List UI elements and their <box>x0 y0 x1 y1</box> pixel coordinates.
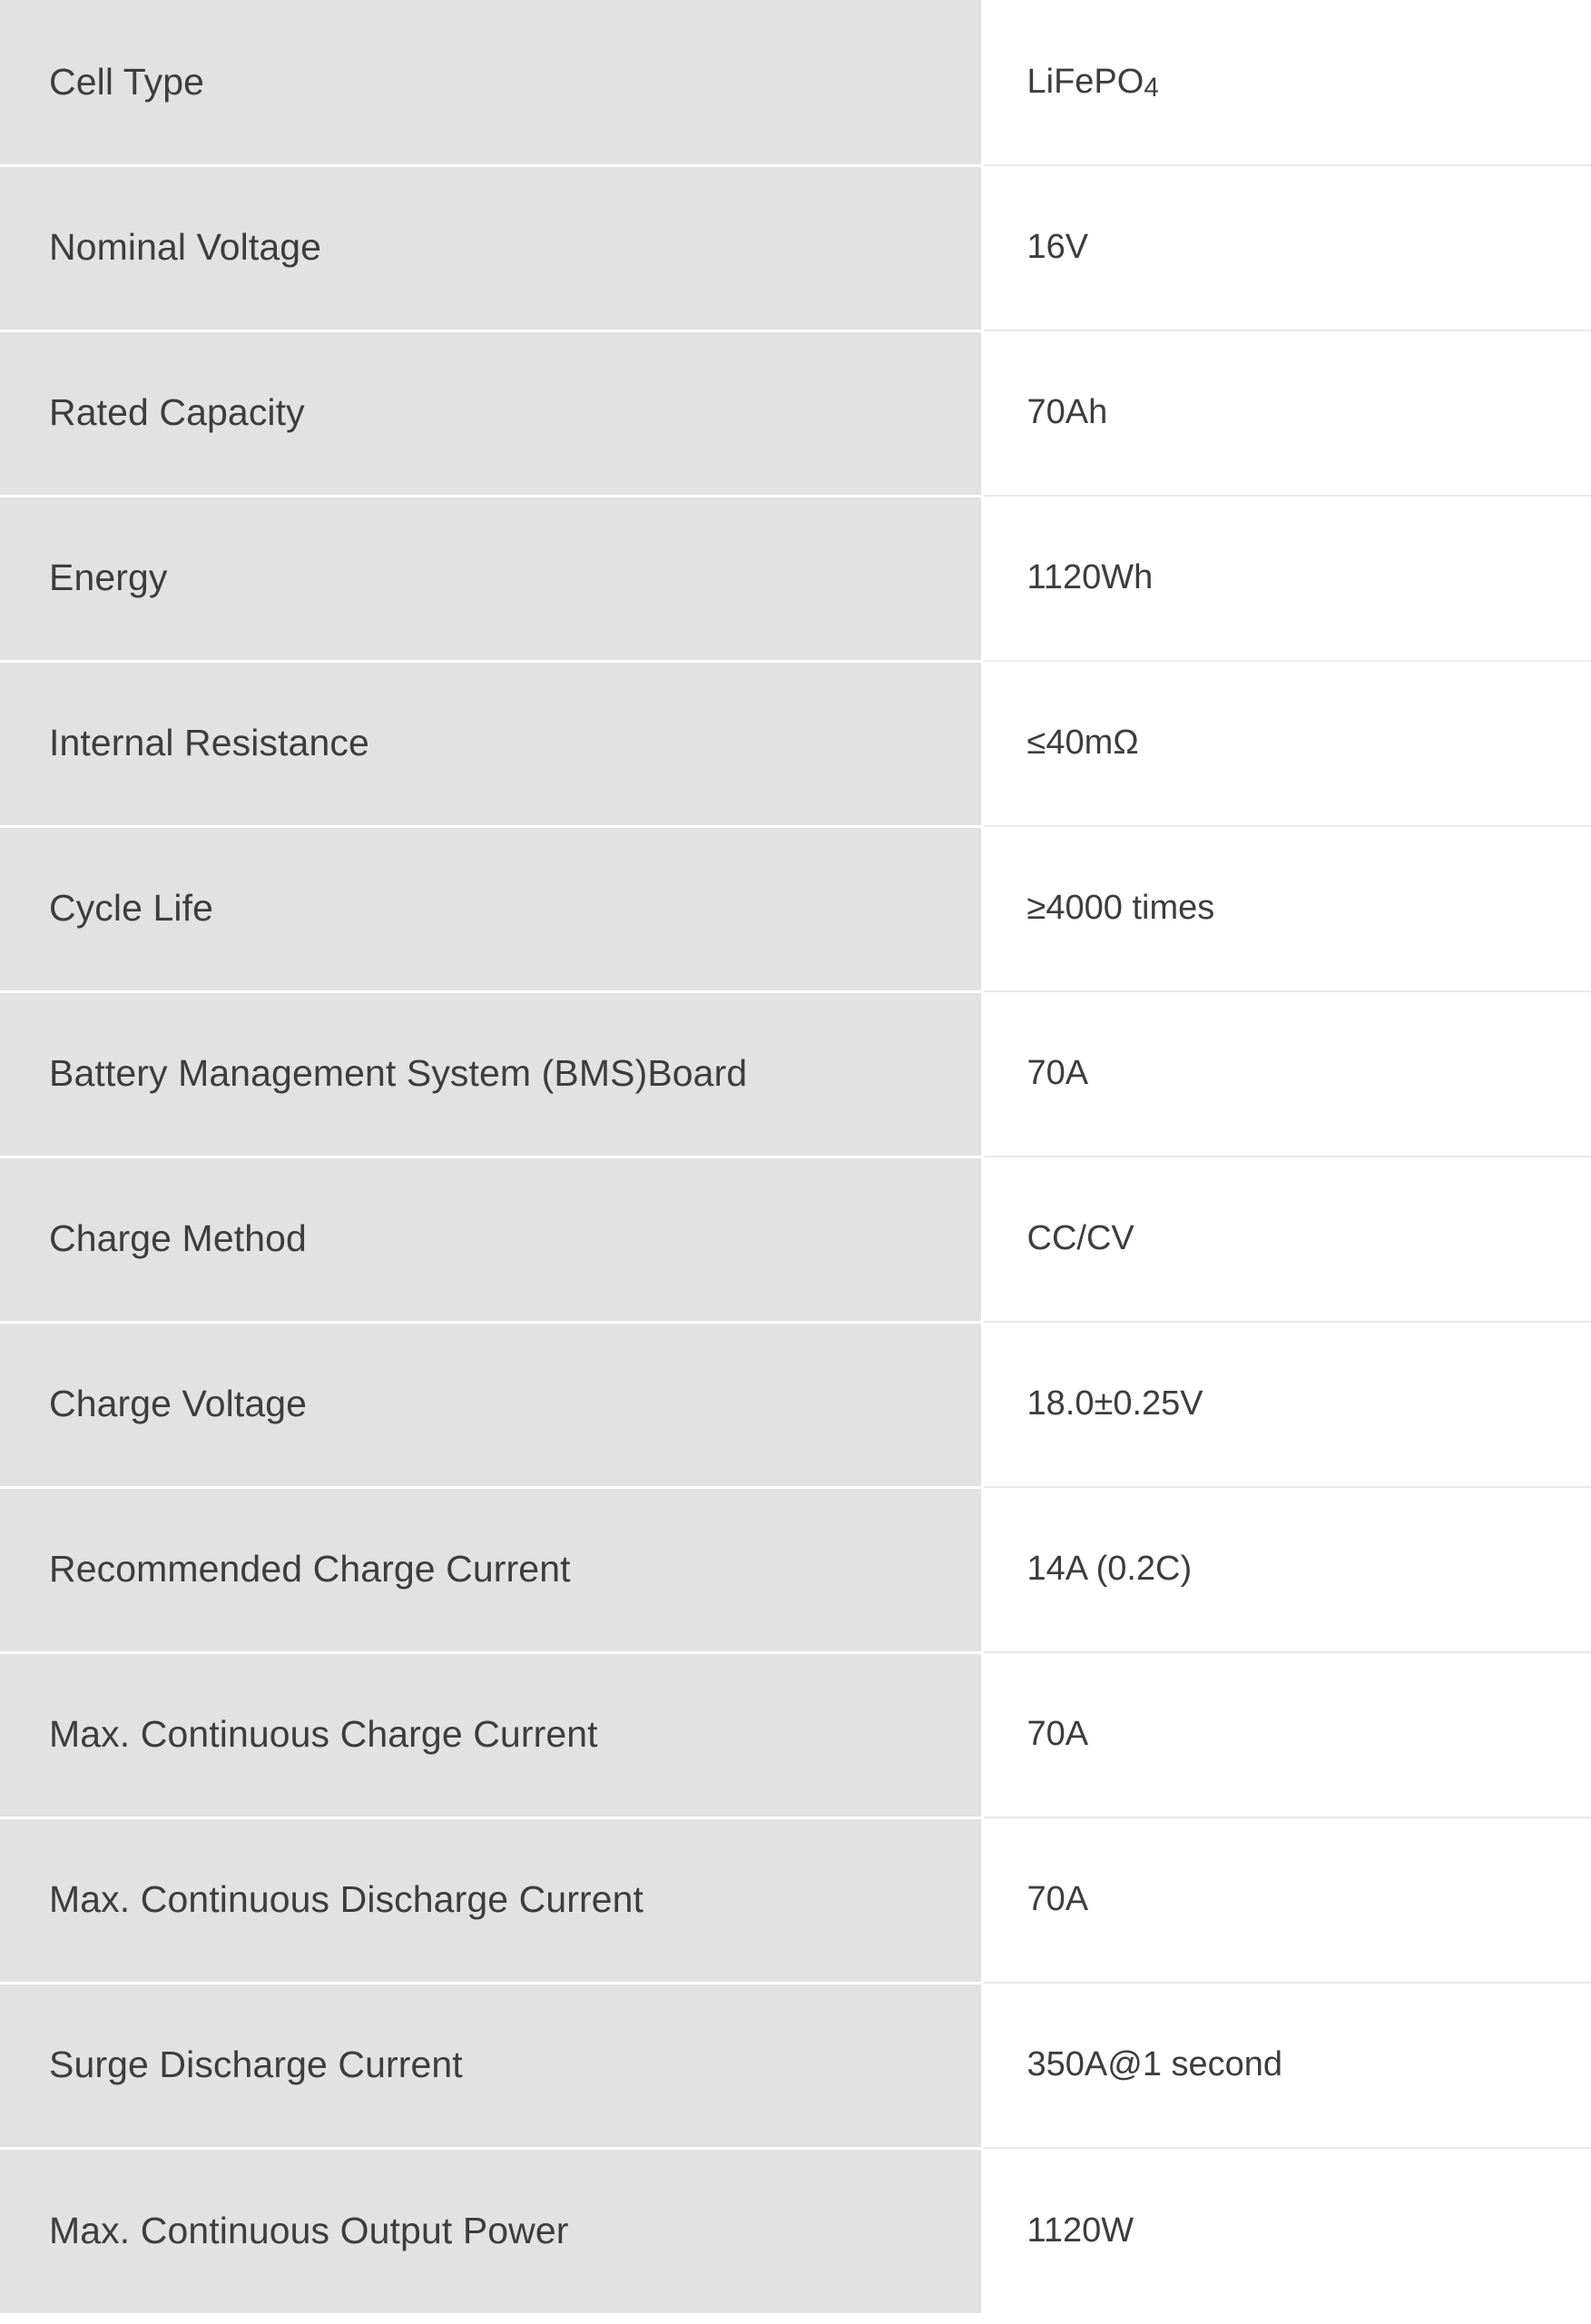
spec-value: 1120W <box>982 2148 1591 2313</box>
table-row <box>0 496 1591 661</box>
spec-value: 70Ah <box>982 330 1591 496</box>
spec-label: Cycle Life <box>0 826 982 991</box>
spec-value: 14A (0.2C) <box>982 1487 1591 1652</box>
spec-value: 1120Wh <box>982 496 1591 661</box>
spec-value: LiFePO4 <box>982 0 1591 165</box>
spec-value: CC/CV <box>982 1157 1591 1322</box>
table-row <box>0 1487 1591 1652</box>
spec-label: Nominal Voltage <box>0 165 982 330</box>
spec-label: Energy <box>0 496 982 661</box>
table-row <box>0 1157 1591 1322</box>
spec-label: Recommended Charge Current <box>0 1487 982 1652</box>
table-row <box>0 330 1591 496</box>
table-row <box>0 1652 1591 1817</box>
table-row <box>0 2148 1591 2313</box>
spec-value: ≤40mΩ <box>982 661 1591 826</box>
spec-value: ≥4000 times <box>982 826 1591 991</box>
spec-label: Rated Capacity <box>0 330 982 496</box>
spec-label: Internal Resistance <box>0 661 982 826</box>
table-row <box>0 1322 1591 1487</box>
spec-label: Charge Voltage <box>0 1322 982 1487</box>
spec-value: 70A <box>982 991 1591 1157</box>
spec-label: Max. Continuous Discharge Current <box>0 1817 982 1983</box>
table-row <box>0 1817 1591 1983</box>
spec-value: 350A@1 second <box>982 1983 1591 2148</box>
table-row <box>0 0 1591 165</box>
spec-label: Battery Management System (BMS)Board <box>0 991 982 1157</box>
table-row <box>0 1983 1591 2148</box>
table-row <box>0 165 1591 330</box>
spec-label: Cell Type <box>0 0 982 165</box>
spec-label: Surge Discharge Current <box>0 1983 982 2148</box>
spec-label: Charge Method <box>0 1157 982 1322</box>
table-row <box>0 991 1591 1157</box>
spec-label: Max. Continuous Charge Current <box>0 1652 982 1817</box>
spec-value: 70A <box>982 1817 1591 1983</box>
spec-value: 70A <box>982 1652 1591 1817</box>
spec-value: 18.0±0.25V <box>982 1322 1591 1487</box>
table-row <box>0 826 1591 991</box>
spec-label: Max. Continuous Output Power <box>0 2148 982 2313</box>
table-row <box>0 661 1591 826</box>
spec-value: 16V <box>982 165 1591 330</box>
